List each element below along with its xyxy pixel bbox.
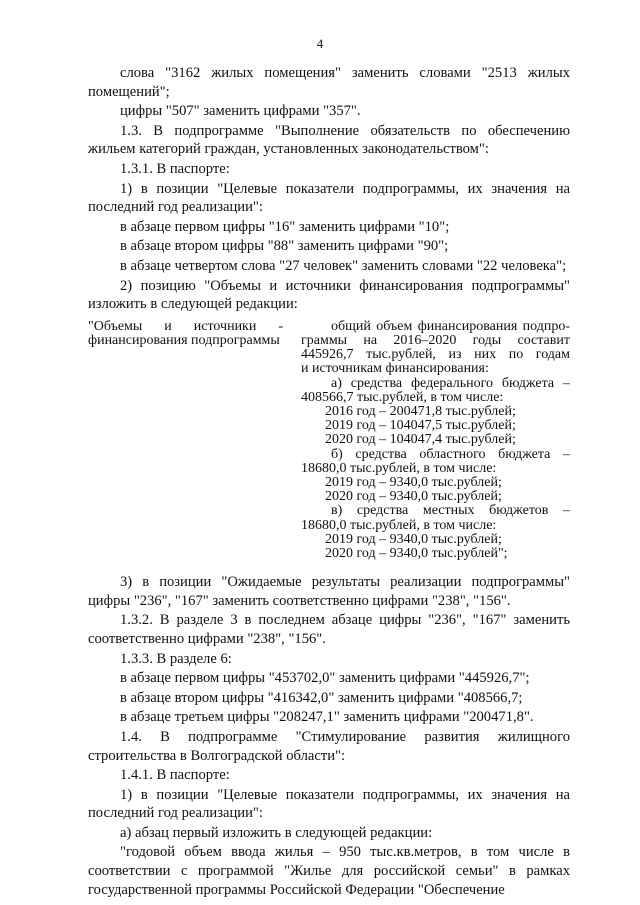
table-right-line: 408566,7 тыс.рублей, в том числе: — [301, 389, 504, 405]
table-right-cell — [291, 320, 570, 561]
table-right-line: б) средства областного бюджета – — [331, 446, 570, 462]
table-right-line: граммы на 2016–2020 годы составит — [301, 332, 570, 348]
paragraph: 1.3.2. В разделе 3 в последнем абзаце цифры "236", "167" заменить соответственно цифрами "238", "156". — [88, 612, 570, 647]
table-right-line: а) средства федерального бюджета – — [331, 375, 570, 391]
table-left-label: "Объемы и источники - финансирования подпрограммы — [88, 318, 283, 348]
paragraph: "годовой объем ввода жилья – 950 тыс.кв.метров, в том числе в соответствии с программой "Жилье для российской семьи" в рамках государственной программы Российской Федерации "Обеспечение — [88, 844, 570, 898]
paragraph: 1) в позиции "Целевые показатели подпрограммы, их значения на последний год реализации": — [88, 180, 570, 216]
table-right-line: 2019 год – 9340,0 тыс.рублей; — [325, 474, 502, 490]
table-right-line: 2020 год – 9340,0 тыс.рублей; — [325, 489, 502, 505]
table-right-line: общий объем финансирования подпро- — [331, 318, 570, 334]
paragraph: 1.3.1. В паспорте: — [120, 160, 230, 177]
table-right-line: и источникам финансирования: — [301, 361, 489, 377]
paragraph: 3) в позиции "Ожидаемые результаты реализации подпрограммы" цифры "236", "167" заменить соответственно цифрами "238", "156". — [88, 574, 570, 609]
paragraph: в абзаце втором цифры "416342,0" заменить цифрами "408566,7; — [120, 689, 523, 706]
paragraph: 1) в позиции "Целевые показатели подпрограммы, их значения на последний год реализации": — [88, 786, 570, 822]
paragraphs-top — [88, 64, 570, 314]
paragraph: в абзаце четвертом слова "27 человек" заменить словами "22 человека"; — [120, 257, 567, 274]
paragraph: в абзаце первом цифры "16" заменить цифрами "10"; — [120, 218, 450, 235]
financing-table — [88, 320, 570, 561]
table-left-cell — [88, 320, 291, 561]
paragraph: в абзаце третьем цифры "208247,1" заменить цифрами "200471,8". — [120, 709, 534, 726]
paragraph: 1.3.3. В разделе 6: — [120, 650, 232, 667]
paragraph: 1.4.1. В паспорте: — [120, 767, 230, 784]
paragraph: в абзаце втором цифры "88" заменить цифрами "90"; — [120, 238, 449, 255]
table-right-line: 2019 год – 104047,5 тыс.рублей; — [325, 418, 516, 434]
paragraph: в абзаце первом цифры "453702,0" заменить цифрами "445926,7"; — [120, 670, 530, 687]
table-right-line: 2019 год – 9340,0 тыс.рублей; — [325, 531, 502, 547]
table-right-line: в) средства местных бюджетов – — [331, 503, 570, 519]
table-right-line: 2020 год – 9340,0 тыс.рублей"; — [325, 545, 508, 561]
paragraph: 2) позицию "Объемы и источники финансирования подпрограммы" изложить в следующей редакции: — [88, 277, 570, 313]
table-right-line: 18680,0 тыс.рублей, в том числе: — [301, 517, 497, 533]
paragraph: слова "3162 жилых помещения" заменить словами "2513 жилых помещений"; — [88, 65, 570, 100]
paragraph: 1.4. В подпрограмме "Стимулирование развития жилищного строительства в Волгоградской области": — [88, 728, 570, 764]
table-right-line: 445926,7 тыс.рублей, из них по годам — [301, 347, 570, 363]
table-right-line: 2016 год – 200471,8 тыс.рублей; — [325, 403, 516, 419]
paragraphs-bottom — [88, 573, 570, 899]
paragraph: цифры "507" заменить цифрами "357". — [120, 103, 361, 120]
page-number: 4 — [316, 36, 324, 51]
table-right-line: 2020 год – 104047,4 тыс.рублей; — [325, 432, 516, 448]
document-body — [88, 64, 570, 900]
table-right-line: 18680,0 тыс.рублей, в том числе: — [301, 460, 497, 476]
paragraph: 1.3. В подпрограмме "Выполнение обязательств по обеспечению жильем категорий граждан, установленных законодательством": — [88, 122, 570, 158]
paragraph: а) абзац первый изложить в следующей редакции: — [120, 824, 433, 841]
